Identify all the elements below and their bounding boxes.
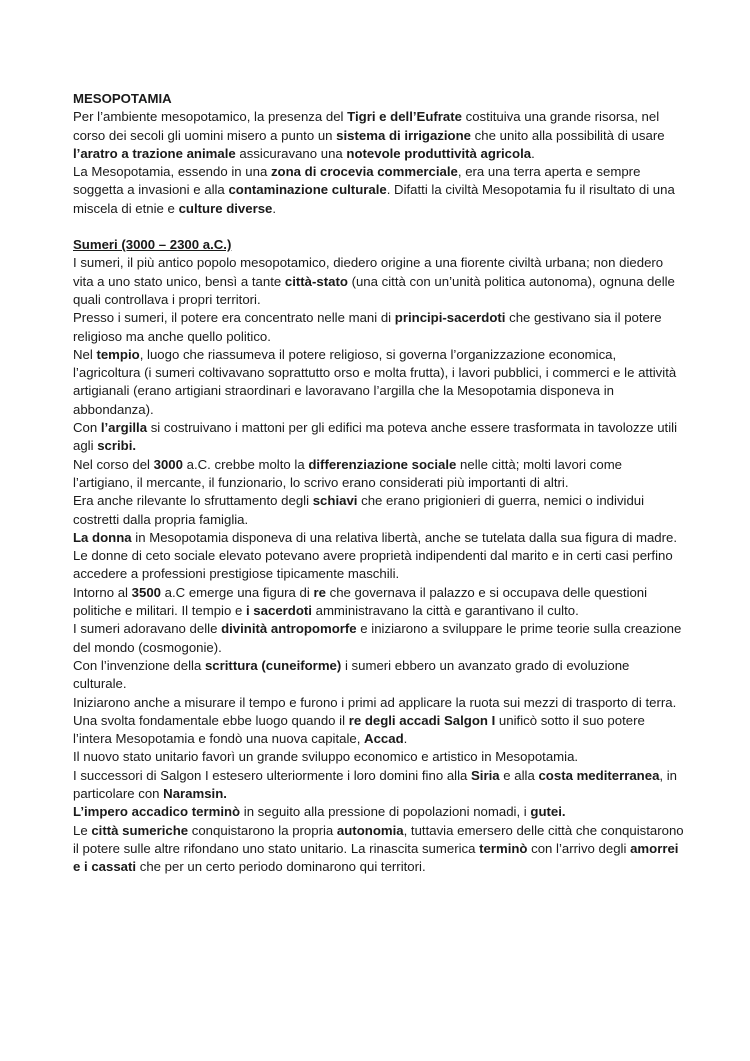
paragraph (73, 694, 685, 712)
text-run: , tuttavia emersero delle città che conquistarono il potere sulle altre rifondano uno stato unitario. La rinascita sumerica (73, 822, 684, 856)
paragraph (73, 492, 685, 529)
paragraph (73, 822, 685, 877)
text-run: che erano prigionieri di guerra, nemici o individui costretti dalla propria famiglia. (73, 493, 645, 527)
text-run: Il nuovo stato unitario favorì un grande sviluppo economico e artistico in Mesopotamia. (73, 749, 579, 765)
section (73, 90, 685, 218)
bold-text: l’argilla (100, 420, 148, 436)
text-run: che per un certo periodo dominarono qui territori. (136, 859, 426, 875)
text-run: i sumeri ebbero un avanzato grado di evoluzione culturale. (73, 657, 630, 692)
text-run: , era una terra aperta e sempre soggetta a invasioni e alla (73, 164, 641, 198)
bold-text: La donna (73, 529, 132, 545)
text-run: Era anche rilevante lo sfruttamento degli (73, 493, 313, 509)
text-run: e iniziarono a sviluppare le prime teorie sulla creazione del mondo (cosmogonie). (73, 621, 682, 655)
paragraph (73, 748, 685, 766)
text-run: nelle città; molti lavori come l’artigiano, il mercante, il funzionario, lo scrivo erano considerati più importanti di altri. (73, 456, 623, 490)
paragraph (73, 456, 685, 493)
text-run: in Mesopotamia disponeva di una relativa libertà, anche se tutelata dalla sua figura di madre. (131, 529, 678, 545)
paragraph (73, 419, 685, 456)
bold-text: re (313, 584, 326, 600)
bold-text: re degli accadi Salgon I (348, 712, 496, 728)
bold-text: culture diverse (178, 200, 273, 216)
text-run: I successori di Salgon I estesero ulteriormente i loro domini fino alla (73, 767, 472, 783)
bold-text: Naramsin. (163, 785, 227, 801)
bold-text: schiavi (312, 493, 358, 509)
text-run: Le (73, 822, 92, 838)
text-run: che gestivano sia il potere religioso ma anche quello politico. (73, 310, 662, 344)
text-run: a.C. crebbe molto la (182, 456, 309, 472)
text-run: Iniziarono anche a misurare il tempo e furono i primi ad applicare la ruota sui mezzi di trasporto di terra. (73, 694, 677, 710)
text-run: , luogo che riassumeva il potere religioso, si governa l’organizzazione economica, l’agricoltura (i sumeri coltivavano soprattutto orso e molta frutta), i lavori pubblici, i commerci e le attività artigianali (erano artigiani straordinari e lavoravano l’argilla che la Mesopotamia disponeva in abbondanza). (73, 346, 677, 417)
text-run: La Mesopotamia, essendo in una (73, 164, 271, 180)
bold-text: amorrei e i cassati (73, 840, 679, 875)
text-run: che governava il palazzo e si occupava delle questioni politiche e militari. Il tempio e (73, 584, 648, 619)
bold-text: principi-sacerdoti (394, 310, 506, 326)
paragraph (73, 803, 685, 821)
text-run: Per l’ambiente mesopotamico, la presenza del (73, 109, 348, 125)
paragraph (73, 346, 685, 419)
section (73, 236, 685, 876)
bold-text: terminò (479, 840, 528, 856)
text-run: Nel corso del (73, 456, 154, 472)
text-run: Le donne di ceto sociale elevato potevano avere proprietà indipendenti dal marito e in certi casi perfino accedere a professioni prestigiose tipicamente maschili. (73, 548, 673, 582)
paragraph (73, 767, 685, 804)
bold-text: scribi. (97, 438, 137, 454)
bold-text: contaminazione culturale (228, 182, 387, 198)
text-run: Intorno al (73, 584, 132, 600)
paragraph (73, 309, 685, 346)
section-heading: Sumeri (3000 – 2300 a.C.) (73, 237, 232, 253)
paragraph (73, 108, 685, 163)
bold-text: autonomia (336, 822, 404, 838)
paragraph (73, 657, 685, 694)
document-body (73, 90, 685, 876)
bold-text: zona di crocevia commerciale (270, 164, 458, 180)
bold-text: i sacerdoti (245, 603, 312, 619)
bold-text: tempio (96, 346, 140, 362)
text-run: . (531, 145, 535, 161)
paragraph (73, 529, 685, 547)
bold-text: scrittura (cuneiforme) (204, 657, 342, 673)
bold-text: città-stato (284, 273, 348, 289)
text-run: Nel (73, 346, 97, 362)
text-run: Una svolta fondamentale ebbe luogo quando il (73, 712, 349, 728)
text-run: Con l’invenzione della (73, 657, 205, 673)
bold-text: 3500 (131, 584, 161, 600)
section-spacer (73, 218, 685, 236)
bold-text: divinità antropomorfe (221, 621, 357, 637)
text-run: , in particolare con (73, 767, 678, 801)
text-run: costituiva una grande risorsa, nel corso dei secoli gli uomini misero a punto un (73, 109, 660, 143)
paragraph (73, 254, 685, 309)
section-heading: MESOPOTAMIA (73, 91, 172, 106)
text-run: con l’arrivo degli (527, 840, 631, 856)
paragraph (73, 547, 685, 584)
paragraph (73, 163, 685, 218)
bold-text: gutei. (530, 804, 566, 820)
text-run: I sumeri adoravano delle (73, 621, 222, 637)
bold-text: Siria (471, 767, 500, 783)
text-run: si costruivano i mattoni per gli edifici ma poteva anche essere trasformata in tavolozze utili agli (73, 420, 677, 454)
bold-text: Tigri e dell’Eufrate (347, 109, 462, 125)
bold-text: differenziazione sociale (308, 456, 457, 472)
bold-text: l’aratro a trazione animale (73, 145, 236, 161)
bold-text: Accad (364, 731, 404, 747)
text-run: a.C emerge una figura di (161, 584, 314, 600)
text-run: conquistarono la propria (188, 822, 337, 838)
text-run: Con (73, 420, 101, 436)
bold-text: 3000 (153, 456, 183, 472)
text-run: . (272, 200, 277, 216)
text-run: . Difatti la civiltà Mesopotamia fu il risultato di una miscela di etnie e (73, 182, 675, 216)
text-run: e alla (499, 767, 539, 783)
text-run: I sumeri, il più antico popolo mesopotamico, diedero origine a una fiorente civiltà urbana; non diedero vita a uno stato unico, bensì a tante (73, 255, 664, 289)
text-run: . (403, 731, 408, 747)
text-run: (una città con un’unità politica autonoma), ognuna delle quali controllava i propri territori. (73, 273, 675, 307)
text-run: unificò sotto il suo potere l’intera Mesopotamia e fondò una nuova capitale, (73, 712, 645, 747)
paragraph (73, 712, 685, 749)
paragraph (73, 584, 685, 621)
bold-text: costa mediterranea (538, 767, 660, 783)
text-run: Presso i sumeri, il potere era concentrato nelle mani di (73, 310, 395, 326)
bold-text: città sumeriche (91, 822, 189, 838)
text-run: assicuravano una (235, 145, 347, 161)
bold-text: sistema di irrigazione (336, 127, 472, 143)
text-run: che unito alla possibilità di usare (471, 127, 665, 143)
text-run: amministravano la città e garantivano il culto. (311, 603, 579, 619)
text-run: in seguito alla pressione di popolazioni nomadi, i (240, 804, 531, 820)
bold-text: notevole produttività agricola (346, 145, 532, 161)
bold-text: L’impero accadico terminò (73, 804, 241, 820)
paragraph (73, 620, 685, 657)
